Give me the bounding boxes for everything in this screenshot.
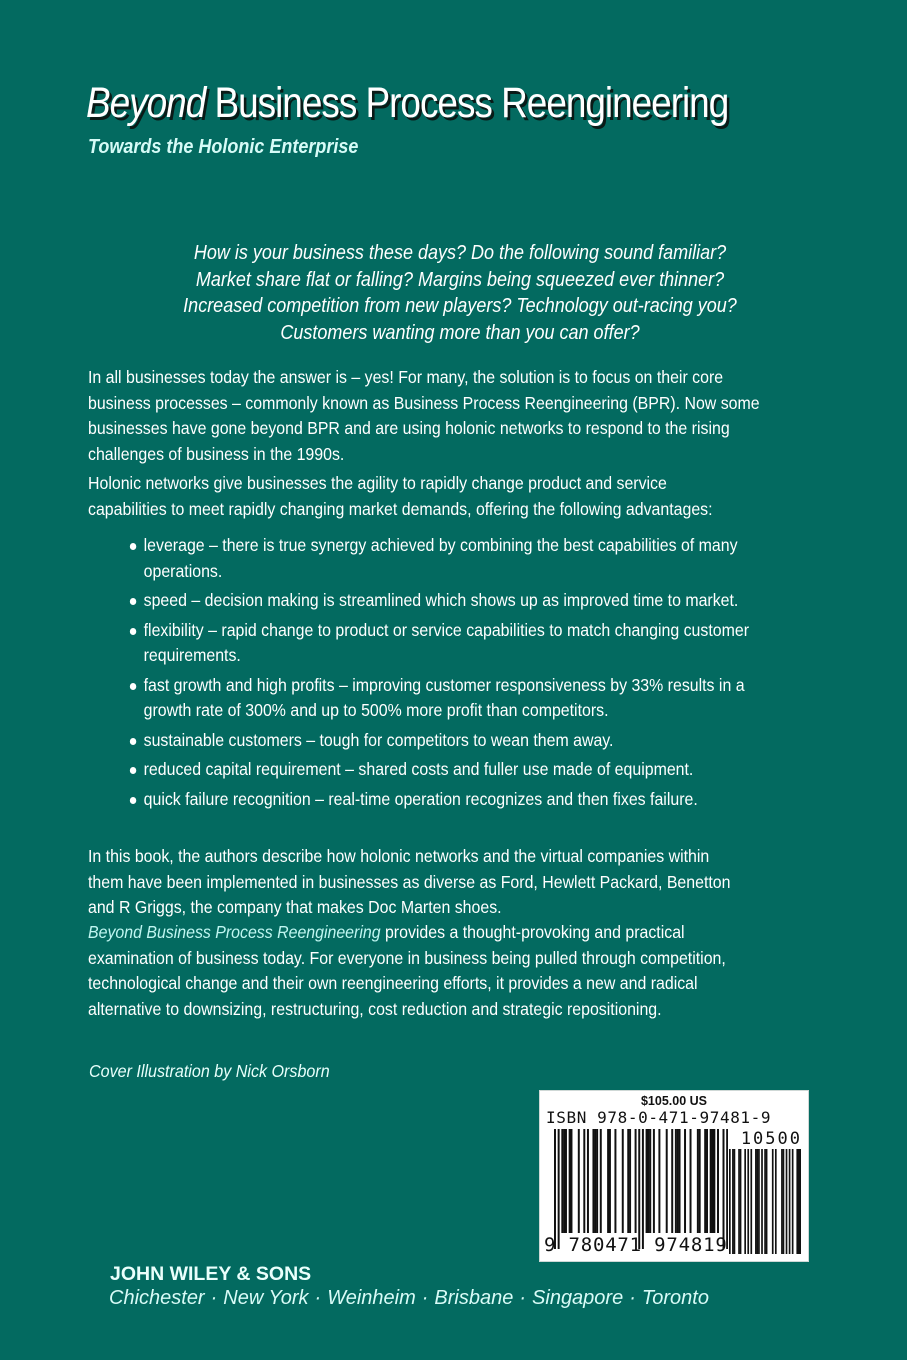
text-line: In all businesses today the answer is – yes! For many, the solution is to focus on their core (88, 367, 724, 387)
text-line: businesses have gone beyond BPR and are using holonic networks to respond to the rising (88, 418, 730, 438)
addon-bar (744, 1149, 746, 1254)
barcode-bar (690, 1129, 692, 1233)
barcode-bar (563, 1129, 565, 1233)
question-line: How is your business these days? Do the following sound familiar? (193, 242, 727, 264)
addon-bar (781, 1149, 783, 1254)
city-separator: · (210, 1287, 218, 1309)
addon-number: 10500 (740, 1129, 802, 1149)
addon-bar (764, 1149, 766, 1254)
barcode-bar (647, 1129, 649, 1233)
barcode-bar (679, 1129, 681, 1233)
text-line: business processes – commonly known as Business Process Reengineering (BPR). Now some (88, 392, 760, 413)
title-rest: Business Process Reengineering (214, 79, 729, 127)
city-name: Weinheim (327, 1287, 416, 1309)
addon-bar (757, 1149, 759, 1254)
barcode-bar (638, 1129, 640, 1249)
barcode-bar (554, 1129, 556, 1249)
bullet-icon (130, 767, 136, 774)
title-first-word: Beyond (86, 79, 206, 127)
barcode-bar (570, 1129, 572, 1233)
publisher-name: JOHN WILEY & SONS (110, 1263, 312, 1285)
barcode-bar (642, 1129, 644, 1249)
bullet-icon (130, 598, 136, 605)
paragraph-holonic (88, 471, 798, 522)
addon-bar (729, 1149, 731, 1254)
barcode-bar (561, 1129, 563, 1233)
barcode-bar (614, 1129, 616, 1233)
addon-bar (761, 1149, 763, 1254)
barcode-bar (583, 1129, 585, 1233)
barcode-bar (675, 1129, 677, 1233)
book-title (86, 78, 728, 128)
price-label: $105.00 US (640, 1094, 708, 1108)
advantage-text: flexibility – rapid change to product or service capabilities to match changing customer requirements. (143, 619, 749, 665)
bullet-icon (130, 543, 136, 550)
barcode-bar (704, 1129, 706, 1233)
text-line: alternative to downsizing, restructuring, cost reduction and strategic repositioning. (88, 998, 662, 1019)
advantages-list (128, 533, 772, 816)
advantage-text: reduced capital requirement – shared costs and fuller use made of equipment. (143, 759, 694, 779)
barcode-bar (712, 1129, 714, 1233)
advantage-text: speed – decision making is streamlined which shows up as improved time to market. (143, 590, 739, 610)
barcode-bar (649, 1129, 651, 1233)
barcode-bar (594, 1129, 596, 1233)
barcode-bar (684, 1129, 686, 1233)
text-line: challenges of business in the 1990s. (88, 443, 345, 464)
addon-bar (798, 1149, 800, 1254)
ean13-barcode (554, 1129, 728, 1249)
barcode-bar (609, 1129, 611, 1233)
barcode-bar (627, 1129, 629, 1233)
barcode-bar (587, 1129, 589, 1233)
isbn-text: ISBN 978-0-471-97481-9 (546, 1108, 772, 1127)
barcode-bar (713, 1129, 715, 1233)
bullet-icon (130, 628, 136, 635)
barcode-bar (723, 1129, 725, 1249)
barcode-bar (671, 1129, 673, 1233)
advantage-item (128, 533, 772, 584)
book-subtitle: Towards the Holonic Enterprise (88, 136, 359, 158)
advantage-item (128, 618, 772, 669)
question-line: Market share flat or falling? Margins being squeezed ever thinner? (195, 268, 725, 291)
barcode-bar (699, 1129, 701, 1233)
text-line (88, 920, 798, 946)
addon-bar (755, 1149, 757, 1254)
addon-bar (734, 1149, 736, 1254)
addon-bar (799, 1149, 801, 1254)
city-name: Toronto (641, 1287, 709, 1309)
lead-text: provides a thought-provoking and practical (380, 922, 685, 942)
addon-bar (792, 1149, 794, 1254)
text-line: Holonic networks give businesses the agility to rapidly change product and service (88, 473, 667, 493)
addon-bar (766, 1149, 768, 1254)
publisher-cities (109, 1287, 709, 1310)
advantage-item (128, 588, 772, 614)
paragraph-summary (88, 920, 798, 1022)
addon-bar (796, 1149, 798, 1254)
city-separator: · (421, 1287, 429, 1309)
addon-bar (747, 1149, 749, 1254)
question-line: Increased competition from new players? Technology out-racing you? (183, 295, 737, 317)
text-line: them have been implemented in businesses as diverse as Ford, Hewlett Packard, Benetton (88, 871, 731, 892)
addon-bar (732, 1149, 734, 1254)
city-name: Singapore (532, 1287, 624, 1309)
paragraph-bpr (88, 365, 798, 467)
barcode-bar (646, 1129, 648, 1233)
city-name: New York (223, 1287, 309, 1309)
barcode-bar (717, 1129, 719, 1233)
intro-questions (110, 240, 810, 346)
barcode-bar (565, 1129, 567, 1233)
city-separator: · (519, 1287, 527, 1309)
advantage-text: quick failure recognition – real-time operation recognizes and then fixes failure. (143, 788, 698, 809)
city-separator: · (314, 1287, 322, 1309)
advantage-text: leverage – there is true synergy achieved by combining the best capabilities of many operations. (143, 535, 738, 581)
barcode-bar (569, 1129, 571, 1233)
text-line: technological change and their own reengineering efforts, it provides a new and radical (88, 973, 698, 993)
barcode-bar (710, 1129, 712, 1233)
barcode-bar (658, 1129, 660, 1233)
advantage-item (128, 673, 772, 724)
addon-bar (738, 1149, 740, 1254)
bullet-icon (130, 797, 136, 804)
barcode-bar (600, 1129, 602, 1233)
advantage-item (128, 728, 772, 754)
addon-bar (750, 1149, 752, 1254)
question-line: Customers wanting more than you can offer? (280, 321, 640, 344)
barcode-label (539, 1090, 809, 1262)
addon-bar (772, 1149, 774, 1254)
bullet-icon (130, 683, 136, 690)
text-line: capabilities to meet rapidly changing market demands, offering the following advantages: (88, 498, 713, 519)
barcode-bar (607, 1129, 609, 1233)
bullet-icon (130, 738, 136, 745)
addon-bar (758, 1149, 760, 1254)
italic-book-title: Beyond Business Process Reengineering (88, 922, 381, 942)
advantage-item (128, 787, 772, 813)
text-line: and R Griggs, the company that makes Doc Marten shoes. (88, 897, 502, 917)
addon-bar (789, 1149, 791, 1254)
cover-illustration-credit: Cover Illustration by Nick Orsborn (89, 1061, 330, 1081)
barcode-bar (697, 1129, 699, 1233)
barcode-bar (635, 1129, 637, 1233)
addon-barcode (729, 1149, 801, 1254)
barcode-bar (629, 1129, 631, 1233)
barcode-bar (592, 1129, 594, 1233)
barcode-bar (677, 1129, 679, 1233)
city-name: Brisbane (434, 1287, 514, 1309)
barcode-bar (578, 1129, 580, 1233)
barcode-bar (596, 1129, 598, 1233)
barcode-bar (558, 1129, 560, 1249)
text-line: In this book, the authors describe how holonic networks and the virtual companies within (88, 846, 710, 866)
barcode-bar (622, 1129, 624, 1233)
city-separator: · (629, 1287, 636, 1309)
advantage-item (128, 757, 772, 783)
paragraph-examples (88, 844, 798, 921)
ean-digits: 9 780471 974819 (544, 1234, 728, 1256)
advantage-text: fast growth and high profits – improving customer responsiveness by 33% results in a growth rate of 300% and up to 500% more profit than competitors. (143, 674, 745, 720)
barcode-bar (726, 1129, 728, 1249)
addon-bar (775, 1149, 777, 1254)
barcode-bar (706, 1129, 708, 1233)
addon-bar (740, 1149, 742, 1254)
advantage-text: sustainable customers – tough for competitors to wean them away. (143, 729, 614, 750)
text-line: examination of business today. For everyone in business being pulled through competition, (88, 947, 726, 968)
addon-bar (786, 1149, 788, 1254)
addon-bar (783, 1149, 785, 1254)
barcode-bar (666, 1129, 668, 1233)
barcode-bar (653, 1129, 655, 1233)
city-name: Chichester (109, 1287, 205, 1309)
